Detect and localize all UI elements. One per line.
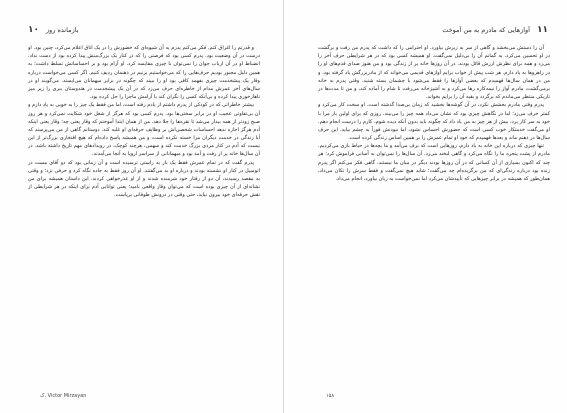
page-number: ۱۱ <box>537 25 548 35</box>
right-page <box>284 0 567 413</box>
paragraph: پدرم گفت که در تمام عمرش فقط یک بار به راستی ترسیده است و آن زمانی بود که دو آقای مست در اتومبیل در کنار او نشسته بودند و درباره او بد می‌گفتند. او آن روز فقط به جاده نگاه کرد و حرفی نزد؛ و وقتی به مقصد رسیدند، آن دو از رفتار خود شرمنده شدند و از او عذرخواهی کردند. این داستان همیشه برای من نشانه‌ای از آن چیزی بوده است که می‌توان وقار واقعی نامید؛ یعنی توانایی آدم برای اینکه در هر شرایطی از نقش حرفه‌ای خود بیرون نیاید، حتی وقتی در درونش طوفانی برپاست. <box>28 159 260 199</box>
right-page-body <box>318 44 550 387</box>
running-title: بازمانده روز <box>46 26 79 34</box>
paragraph: پدرم وقتی مادرم بخشش نکرد، در آن گوشه‌ها بخشید که زمان بی‌صدا گذشته است. او سخت کار می‌کرد و کمتر حرف می‌زد؛ اما در نگاهش چیزی بود که نشان می‌داد همه چیز را می‌بیند. روزی که برای اولین بار مرا با خود به سر کار برد، بیش از هر چیز به من یاد داد که چگونه باید بدون آنکه دیده شوم، کارم را درست انجام دهم. او می‌گفت خدمتکار خوب کسی است که حضورش احساس نشود، اما نبودنش فوراً به چشم بیاید. این حرف سال‌ها در ذهنم ماند و بعدها فهمیدم که خود او تمام عمرش را بر همین اساس زندگی کرده است. <box>318 102 550 142</box>
paragraph: آن را دستش می‌بخشد و گاهی از سر به زیرش بیاورد. او احترامی را که داشت که پدرم من رفت و برگشت در او تحسین می‌کرد، به گمانم آن را بی‌دلیل نمی‌گفت. او همیشه کسی بود که در هر شرایطی حرف آخر را می‌زد و همه برای نظرش ارزش قائل بودند. در آن روزها خانه پر از زندگی بود و من هنوز صدای قدم‌های او را در راهروها به یاد دارم. هر شب پیش از خواب برایم آوازهای قدیمی می‌خواند که از مادربزرگش یاد گرفته بود، و من در همان سال‌ها فهمیدم که بعضی آوازها را فقط می‌شود با چشمان بسته شنید. وقتی پدرم به خانه برمی‌گشت، مادرم آواز را نیمه‌کاره رها می‌کرد و به آشپزخانه می‌رفت تا شام را آماده کند، و من تا مدت‌ها در تاریکی منتظر می‌ماندم که برگردد و بقیه آن را برایم بخواند. <box>318 45 550 101</box>
left-page-footer: ک. Victor Mirzayan <box>40 393 87 399</box>
paragraph: بیشتر خاطراتی که در کودکی از پدرم داشتم از یادم رفته است، اما من فقط یک چیز را به خوبی به یاد دارم و آن بی‌تفاوتی عجیب او در برابر سختی‌ها بود. پدرم کسی بود که هرگز از شغل خود شکایت نمی‌کرد و هر روز صبح زودتر از همه بیدار می‌شد تا نقره‌ها را جلا دهد. من از همان ابتدا آموختم که وقار یعنی چه؛ وقار یعنی اینکه آدم هرگز اجازه ندهد احساسات شخصی‌اش بر وظایف حرفه‌ای او غلبه کند. دوستانم گاهی از من می‌پرسند که آیا زندگی در خدمت دیگران مرا خسته نکرده است، و من همیشه پاسخ داده‌ام که هیچ افتخاری بزرگ‌تر از این نیست که آدم در کنار مردی بزرگ خدمت کند و سهمی، هرچند کوچک، در رویدادهای مهم تاریخ داشته باشد. در آن سال‌ها خانه پر از رفت و آمد بود و میهمانانی از سراسر اروپا به آنجا می‌آمدند. <box>28 102 260 158</box>
page-number: ۱۰ <box>28 25 39 35</box>
left-page-body <box>28 44 260 384</box>
paragraph: و قدرتم را اغراق کنم. فکر می‌کنم پدرم به آن شیوه‌ای که حضورش را در یک اتاق اعلام می‌کرد، چنین بود. او درست در آن وضعیت بود. پدرم کسی بود که فرصتی را که در کنار یک بزرگ‌منش پیدا کرده بود از دست نداد. انضباط او در آن ارباب جوان را نمی‌توان با چیزی مقایسه کرد. او آرام بود و بر احساساتش تسلط داشت؛ به همین دلیل مجبور بودیم حرف‌هایی را که می‌خواستیم بزنیم در ذهنمان ردیف کنیم. اگر کسی می‌خواست درباره وقار یک پیشخدمت چیزی بفهمد کافی بود او را ببیند که چگونه در برابر میهمانان می‌ایستد. می‌گویند او در سال‌های آخر عمرش مدام از خاطره‌ای حرف می‌زد که در آن یک پیشخدمت در هندوستان ببری را زیر میز ناهارخوری پیدا کرده و بی‌آنکه کسی را نگران کند با آرامش ماجرا را حل کرده بود. <box>28 45 260 101</box>
left-page-header <box>28 24 258 36</box>
running-title: آوازهایی که مادرم به من آموخت <box>442 26 530 34</box>
paragraph: تنها چیزی که درباره این خانه به یاد دارم، روزهایی است که برف می‌آمد و ما بچه‌ها در حیاط بازی می‌کردیم. مادرم از پشت پنجره ما را نگاه می‌کرد و گاهی لبخند می‌زد. آن سال‌ها را نمی‌توان به آسانی فراموش کرد؛ هر چند که اکنون بسیاری از آن کسانی که در آن روزها بودند دیگر در میان ما نیستند. گاهی فکر می‌کنم اگر پدرم زنده بود درباره زندگی‌ای که من برگزیده‌ام چه می‌گفت؛ شاید هیچ نمی‌گفت و فقط سرش را تکان می‌داد، همان‌طور که همیشه در برابر چیزهایی که تأییدشان می‌کرد اما نمی‌خواست به زبان بیاورد، انجام می‌داد. <box>318 143 550 182</box>
right-page-footer: ۱۵۸ <box>326 393 335 399</box>
right-page-header <box>318 24 548 36</box>
left-page <box>0 0 283 413</box>
